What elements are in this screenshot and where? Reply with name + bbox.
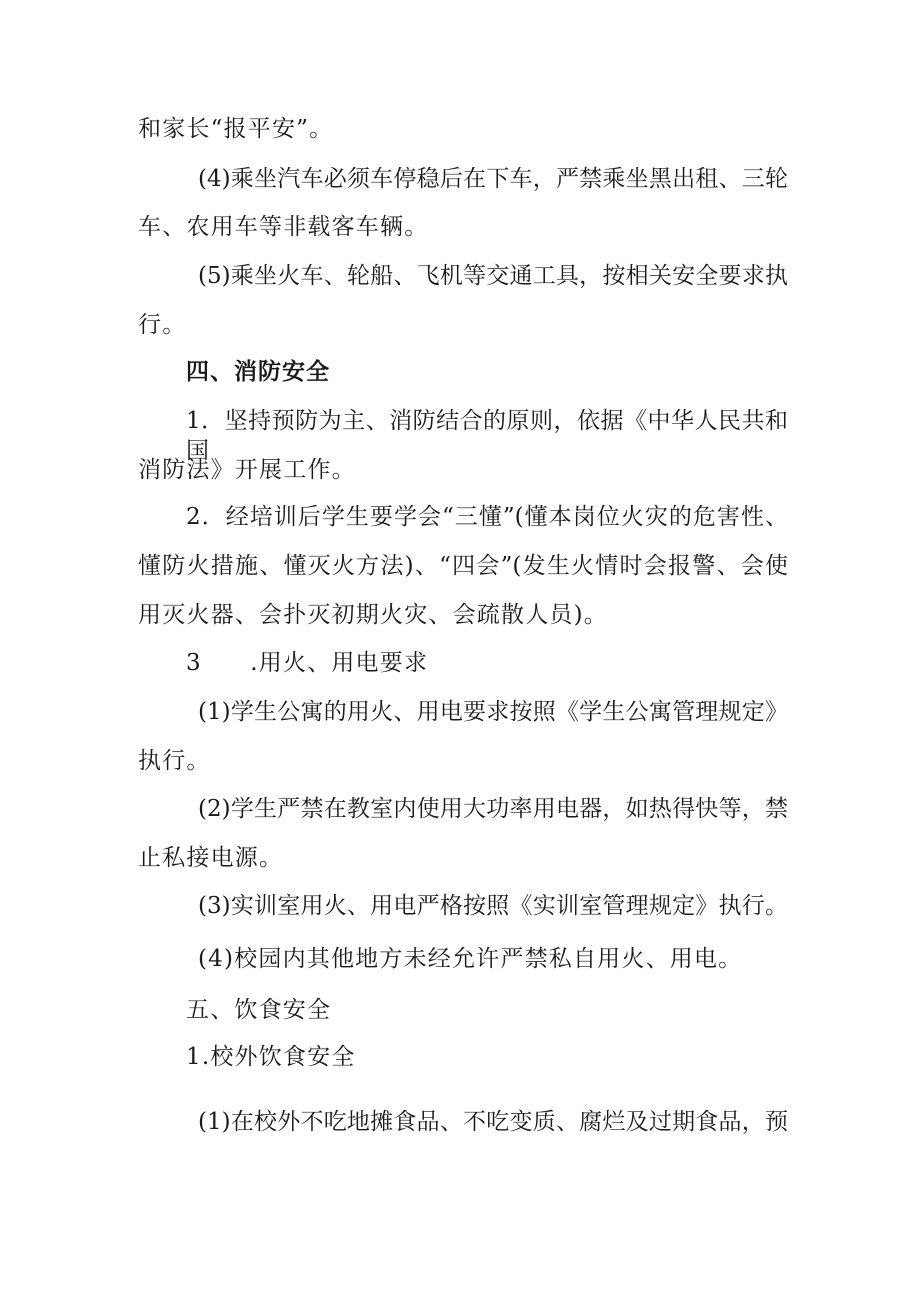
paragraph-line: 2．经培训后学生要学会“三懂”(懂本岗位火灾的危害性、 (186, 504, 788, 530)
paragraph-line: (1)在校外不吃地摊食品、不吃变质、腐烂及过期食品，预 (198, 1109, 788, 1135)
paragraph-line: (4)校园内其他地方未经允许严禁私自用火、用电。 (198, 946, 743, 972)
paragraph-line: 车、农用车等非载客车辆。 (138, 214, 429, 240)
paragraph-line: 行。 (138, 312, 187, 338)
paragraph-line: 用灭火器、会扑灭初期火灾、会疏散人员)。 (138, 602, 608, 628)
paragraph-line: 消防法》开展工作。 (138, 457, 356, 483)
subsection-heading: 1.校外饮食安全 (186, 1044, 356, 1070)
paragraph-line: (5)乘坐火车、轮船、飞机等交通工具，按相关安全要求执 (198, 263, 788, 289)
paragraph-line: (2)学生严禁在教室内使用大功率用电器，如热得快等，禁 (198, 796, 788, 822)
paragraph-line: 止私接电源。 (138, 845, 284, 871)
section-heading: 五、饮食安全 (186, 997, 332, 1023)
paragraph-line: 和家长“报平安”。 (138, 116, 334, 142)
paragraph-line: 执行。 (138, 748, 211, 774)
paragraph-line: (3)实训室用火、用电严格按照《实训室管理规定》执行。 (198, 893, 788, 919)
paragraph-line: 1．坚持预防为主、消防结合的原则，依据《中华人民共和国 (186, 408, 788, 464)
section-heading: 四、消防安全 (186, 359, 330, 385)
paragraph-line: 3 .用火、用电要求 (186, 650, 429, 676)
paragraph-line: (4)乘坐汽车必须车停稳后在下车，严禁乘坐黑出租、三轮 (198, 166, 788, 192)
paragraph-line: 懂防火措施、懂灭火方法)、“四会”(发生火情时会报警、会使 (138, 553, 788, 579)
paragraph-line: (1)学生公寓的用火、用电要求按照《学生公寓管理规定》 (198, 699, 788, 725)
